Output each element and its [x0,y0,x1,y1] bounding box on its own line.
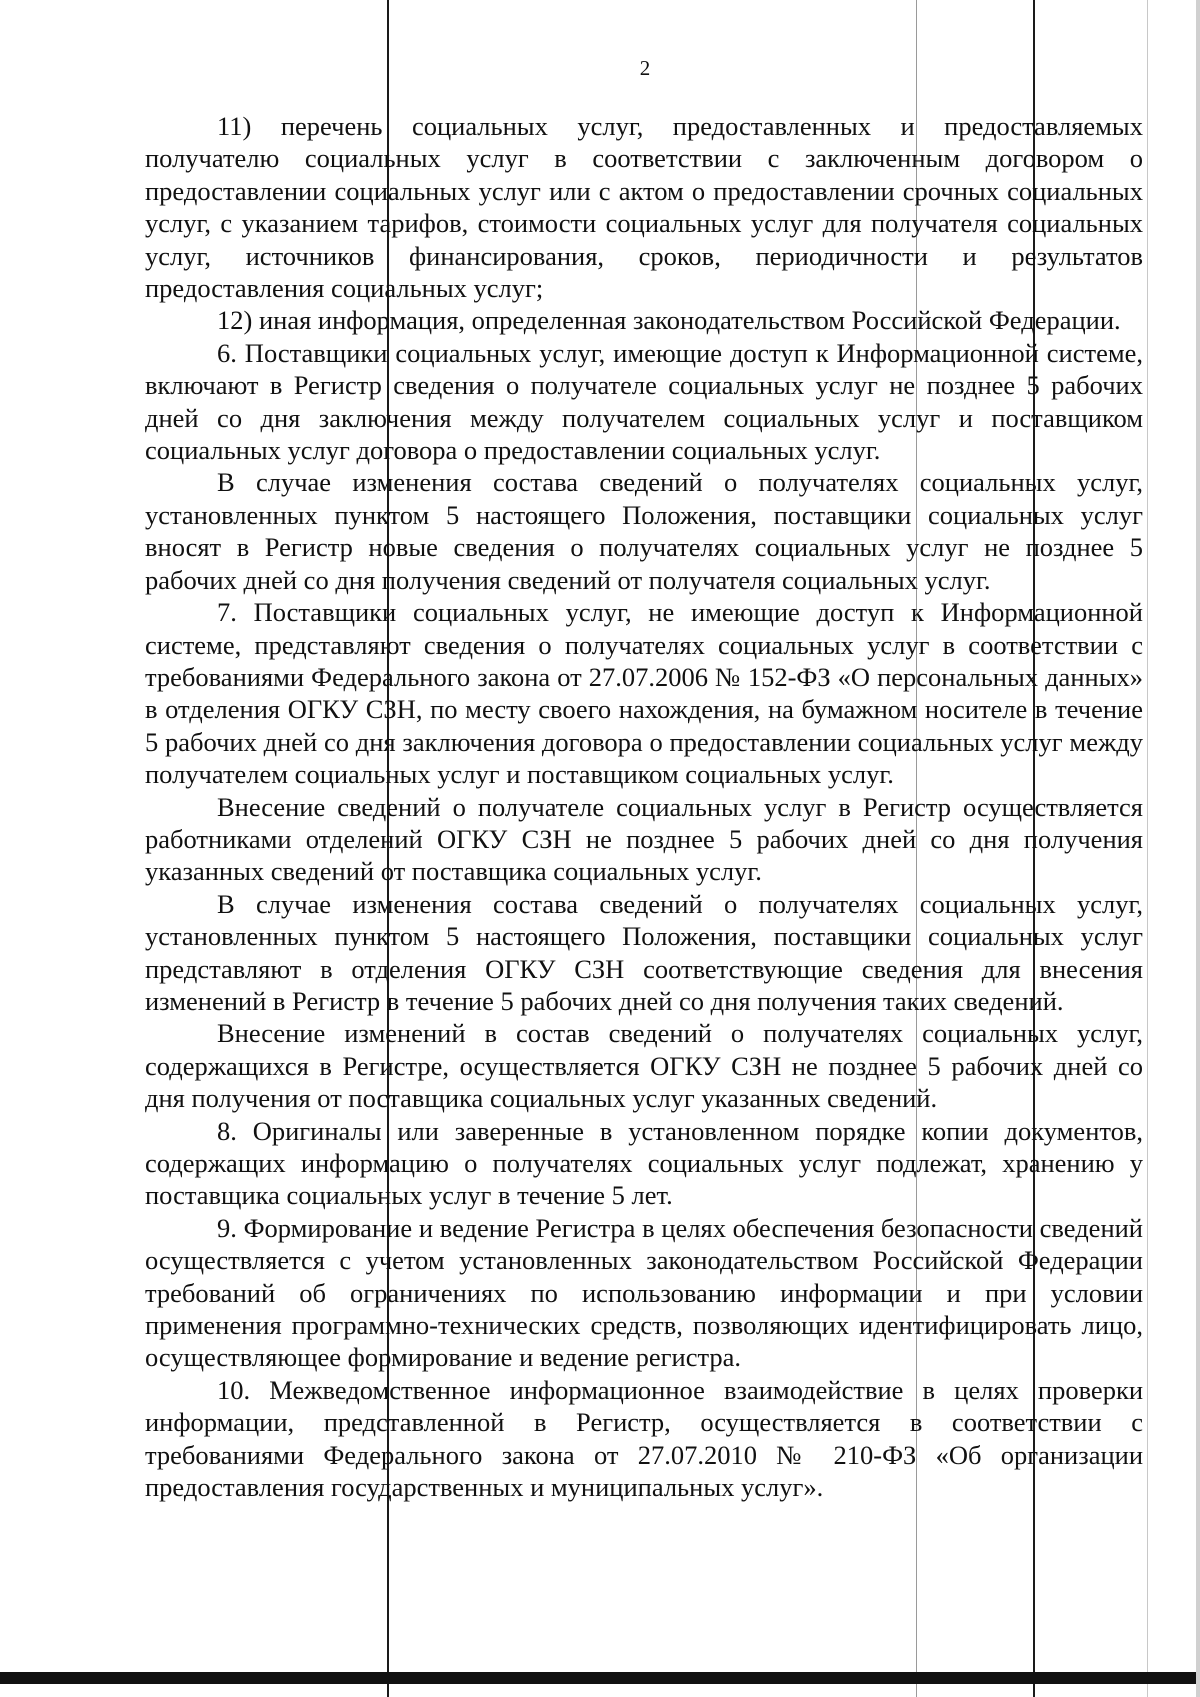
document-body [145,110,1143,1503]
paragraph: Внесение сведений о получателе социальных услуг в Регистр осуществляется работниками отделений ОГКУ СЗН не позднее 5 рабочих дней со дня получения указанных сведений от поставщика социальных услуг. [145,791,1143,887]
paragraph: 9. Формирование и ведение Регистра в целях обеспечения безопасности сведений осуществляется с учетом установленных законодательством Российской Федерации требований об ограничениях по использованию информации и при условии применения программно-технических средств, позволяющих идентифицировать лицо, осуществляющее формирование и ведение регистра. [145,1212,1143,1373]
paragraph: 10. Межведомственное информационное взаимодействие в целях проверки информации, представленной в Регистр, осуществляется в соответствии с требованиями Федерального закона от 27.07.2010 № 210-ФЗ «Об организации предоставления государственных и муниципальных услуг». [145,1374,1143,1503]
paragraph: 12) иная информация, определенная законодательством Российской Федерации. [217,305,1121,336]
scan-bottom-border [0,1672,1200,1684]
paragraph: 8. Оригиналы или заверенные в установленном порядке копии документов, содержащих информацию о получателях социальных услуг подлежат, хранению у поставщика социальных услуг в течение 5 лет. [145,1115,1143,1211]
scan-right-edge [1196,0,1200,1697]
paragraph: 6. Поставщики социальных услуг, имеющие доступ к Информационной системе, включают в Регистр сведения о получателе социальных услуг не позднее 5 рабочих дней со дня заключения между получателем социальных услуг и поставщиком социальных услуг договора о предоставлении социальных услуг. [145,337,1143,466]
paragraph: Внесение изменений в состав сведений о получателях социальных услуг, содержащихся в Регистре, осуществляется ОГКУ СЗН не позднее 5 рабочих дней со дня получения от поставщика социальных услуг указанных сведений. [145,1018,1143,1114]
page-number: 2 [639,56,651,80]
scan-artifact-line [1147,0,1148,1697]
paragraph: В случае изменения состава сведений о получателях социальных услуг, установленных пунктом 5 настоящего Положения, поставщики социальных услуг вносят в Регистр новые сведения о получателях социальных услуг не позднее 5 рабочих дней со дня получения сведений от получателя социальных услуг. [145,467,1143,595]
paragraph: В случае изменения состава сведений о получателях социальных услуг, установленных пунктом 5 настоящего Положения, поставщики социальных услуг представляют в отделения ОГКУ СЗН соответствующие сведения для внесения изменений в Регистр в течение 5 рабочих дней со дня получения таких сведений. [145,888,1143,1016]
paragraph: 7. Поставщики социальных услуг, не имеющие доступ к Информационной системе, представляют сведения о получателях социальных услуг в соответствии с требованиями Федерального закона от 27.07.2006 № 152-ФЗ «О персональных данных» в отделения ОГКУ СЗН, по месту своего нахождения, на бумажном носителе в течение 5 рабочих дней со дня заключения договора о предоставлении социальных услуг между получателем социальных услуг и поставщиком социальных услуг. [145,597,1143,790]
paragraph: 11) перечень социальных услуг, предоставленных и предоставляемых получателю социальных услуг в соответствии с заключенным договором о предоставлении социальных услуг или с актом о предоставлении срочных социальных услуг, с указанием тарифов, стоимости социальных услуг для получателя социальных услуг, источников финансирования, сроков, периодичности и результатов предоставления социальных услуг; [145,111,1143,304]
